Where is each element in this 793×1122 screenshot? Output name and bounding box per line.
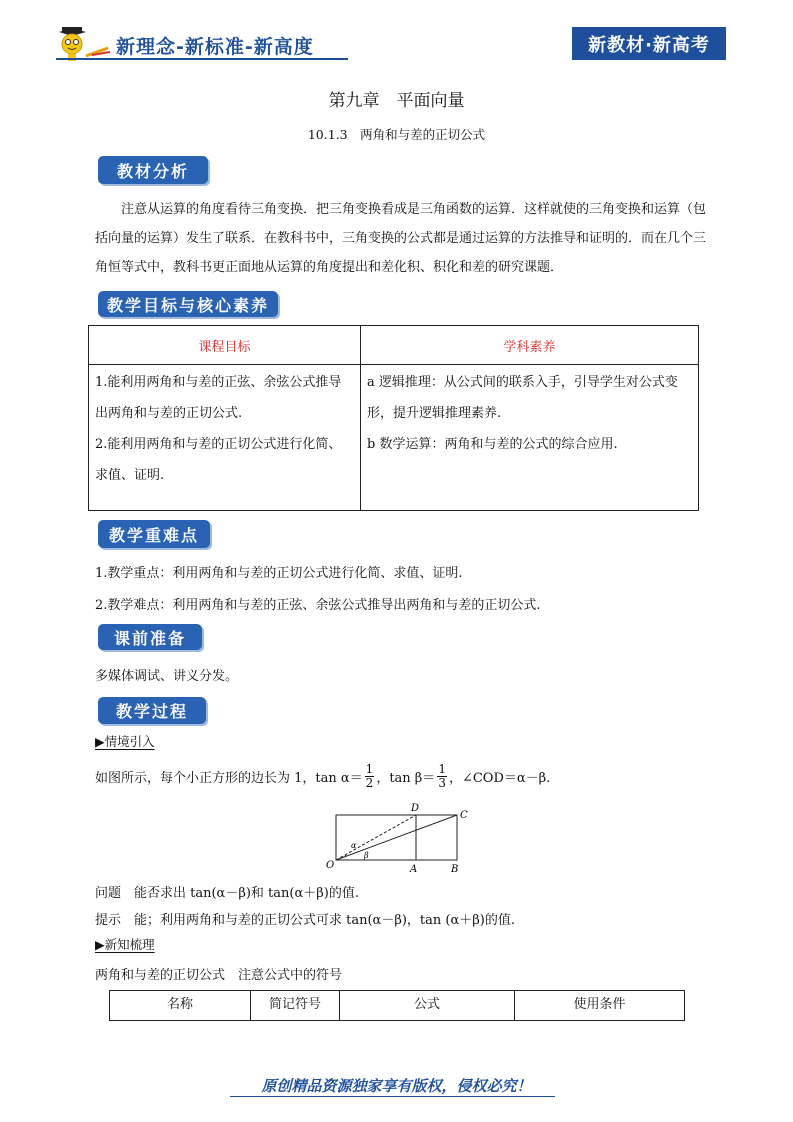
- label-C: C: [460, 810, 468, 821]
- label-A: A: [410, 864, 418, 875]
- label-D: D: [411, 803, 420, 814]
- new-knowledge-heading-text: ▶新知梳理: [95, 937, 155, 952]
- intro-heading: [95, 732, 155, 750]
- new-knowledge-text: 两角和与差的正切公式 注意公式中的符号: [95, 968, 343, 983]
- analysis-text: 注意从运算的角度看待三角变换．把三角变换看成是三角函数的运算．这样就使的三角变换和运算（包括向量的运算）发生了联系．在教科书中，三角变换的公式都是通过运算的方法推导和证明的．而在几个三角恒等式中，教科书更正面地从运算的角度提出和差化积、积化和差的研究课题．: [95, 202, 707, 275]
- objectives-col2-cell: [361, 365, 699, 511]
- label-alpha: α: [351, 841, 357, 850]
- objectives-col1-header: 课程目标: [89, 326, 361, 365]
- mascot-icon: [56, 26, 112, 62]
- key-point-1: 1.教学重点：利用两角和与差的正切公式进行化简、求值、证明.: [95, 566, 463, 581]
- label-B: B: [451, 864, 459, 875]
- footer-copyright-text: 原创精品资源独家享有版权，侵权必究！: [261, 1077, 532, 1095]
- section-badge-objectives: 教学目标与核心素养: [98, 291, 278, 317]
- intro-text-mid: ，tan β＝: [376, 770, 436, 786]
- footer-underline: [230, 1096, 555, 1097]
- header-slogan: 新理念-新标准-新高度: [116, 36, 314, 58]
- course-goal-2: 2.能利用两角和与差的正切公式进行化简、求值、证明.: [95, 437, 342, 483]
- objectives-col2-header: 学科素养: [361, 326, 699, 365]
- fraction-tan-alpha: [365, 763, 375, 790]
- fraction-tan-beta: [437, 763, 447, 790]
- course-goal-1: 1.能利用两角和与差的正弦、余弦公式推导出两角和与差的正切公式.: [95, 375, 342, 421]
- preparation-text: 多媒体调试、讲义分发。: [95, 669, 239, 684]
- section-badge-analysis: 教材分析: [98, 156, 208, 184]
- geometry-figure: [324, 800, 474, 876]
- formula-table-header-conditions: 使用条件: [515, 991, 685, 1021]
- formula-table-header-name: 名称: [110, 991, 251, 1021]
- intro-text-suffix: ，∠COD＝α－β.: [448, 770, 551, 786]
- frac2-denominator: 3: [438, 775, 446, 790]
- label-beta: β: [364, 851, 369, 860]
- intro-text: [95, 760, 550, 792]
- figure-line-OC: [336, 815, 457, 860]
- intro-text-prefix: 如图所示，每个小正方形的边长为 1，tan α＝: [95, 770, 363, 786]
- literacy-item-a: a 逻辑推理：从公式间的联系入手，引导学生对公式变形，提升逻辑推理素养.: [367, 375, 678, 421]
- frac1-numerator: 1: [365, 761, 374, 776]
- objectives-table: [88, 325, 699, 511]
- intro-heading-text: ▶情境引入: [95, 734, 155, 749]
- frac1-denominator: 2: [365, 775, 374, 790]
- chapter-title: 第九章 平面向量: [328, 91, 465, 111]
- header-badge: 新教材·新高考: [572, 27, 726, 60]
- formula-table-header-symbol: 简记符号: [251, 991, 340, 1021]
- footer-copyright: [0, 1075, 793, 1096]
- literacy-item-b: b 数学运算：两角和与差的公式的综合应用.: [367, 437, 618, 452]
- frac2-numerator: 1: [438, 761, 446, 776]
- formula-table: [109, 990, 685, 1021]
- hint-text: 提示 能；利用两角和与差的正切公式可求 tan(α－β)，tan (α＋β)的值.: [95, 913, 515, 928]
- question-text: 问题 能否求出 tan(α－β)和 tan(α＋β)的值.: [95, 886, 359, 901]
- lesson-title: 10.1.3 两角和与差的正切公式: [307, 127, 486, 142]
- formula-table-header-formula: 公式: [340, 991, 515, 1021]
- key-point-2: 2.教学难点：利用两角和与差的正弦、余弦公式推导出两角和与差的正切公式.: [95, 598, 541, 613]
- section-badge-preparation: 课前准备: [98, 624, 202, 650]
- header-divider: [56, 58, 348, 60]
- objectives-col1-cell: [89, 365, 361, 511]
- new-knowledge-heading: [95, 935, 155, 953]
- figure-line-OD: [336, 815, 416, 860]
- section-badge-process: 教学过程: [98, 697, 206, 724]
- label-O: O: [326, 860, 335, 871]
- section-badge-key-points: 教学重难点: [98, 520, 210, 548]
